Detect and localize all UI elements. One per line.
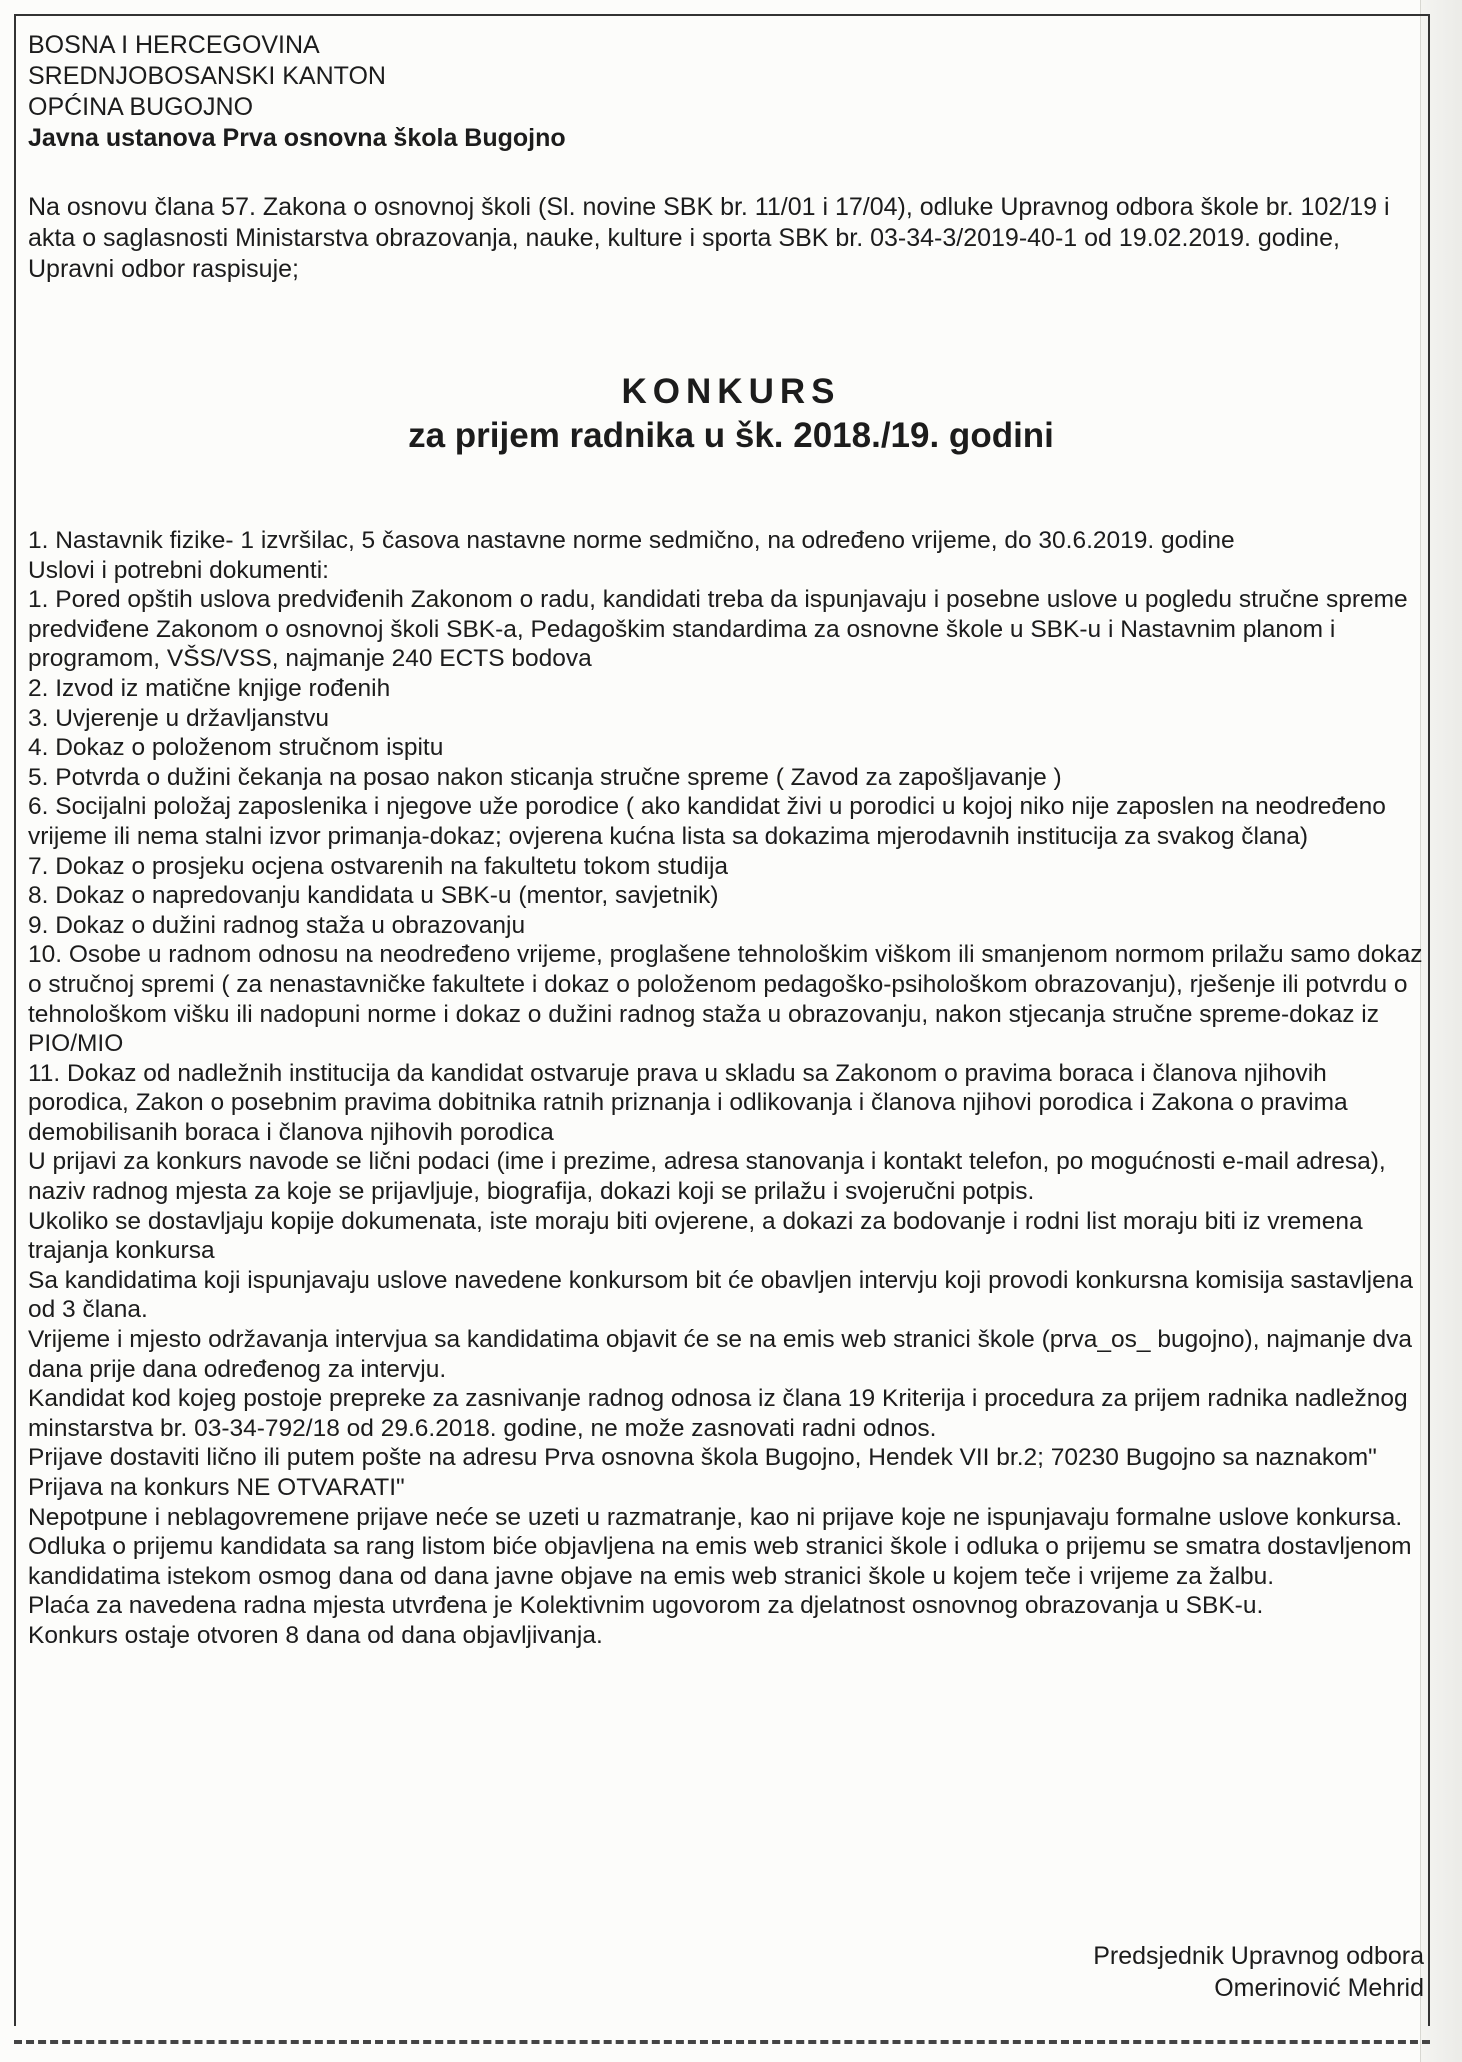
title-main: KONKURS — [621, 372, 841, 411]
body-line: Kandidat kod kojeg postoje prepreke za zasnivanje radnog odnosa iz člana 19 Kriterija i procedura za prijem radnika nadležnog minstarstva br. 03-34-792/18 od 29.6.2018. godine, ne može zasnovati radni odnos. — [28, 1385, 1408, 1442]
body-line: Odluka o prijemu kandidata sa rang listom biće objavljena na emis web stranici škole i odluka o prijemu se smatra dostavljenom kandidatima istekom osmog dana od dana javne objave na emis web stranici škole u kojem teče i vrijeme za žalbu. — [28, 1533, 1412, 1590]
body-line: Plaća za navedena radna mjesta utvrđena je Kolektivnim ugovorom za djelatnost osnovnog obrazovanja u SBK-u. — [28, 1592, 1264, 1620]
body-line: 3. Uvjerenje u državljanstvu — [28, 704, 329, 732]
body-line: 9. Dokaz o dužini radnog staža u obrazovanju — [28, 911, 526, 939]
header-school: Javna ustanova Prva osnovna škola Bugojno — [28, 124, 566, 152]
body-line: Prijave dostaviti lično ili putem pošte na adresu Prva osnovna škola Bugojno, Hendek VII br.2; 70230 Bugojno sa naznakom" Prijava na konkurs NE OTVARATI" — [28, 1444, 1377, 1501]
notice-body — [28, 526, 1424, 1651]
body-line: Sa kandidatima koji ispunjavaju uslove navedene konkursom bit će obavljen intervju koji provodi konkursna komisija sastavljena od 3 člana. — [28, 1266, 1414, 1324]
body-line: 2. Izvod iz matične knjige rođenih — [28, 674, 391, 702]
body-line: 1. Pored opštih uslova predviđenih Zakonom o radu, kandidati treba da ispunjavaju i posebne uslove u pogledu stručne spreme predviđene Zakonom o osnovnoj školi SBK-a, Pedagoškim standardima za osnovne škole u SBK-u i Nastavnim planom i programom, VŠS/VSS, najmanje 240 ECTS bodova — [28, 586, 1408, 673]
body-line: U prijavi za konkurs navode se lični podaci (ime i prezime, adresa stanovanja i kontakt telefon, po mogućnosti e-mail adresa), naziv radnog mjesta za koje se prijavljuje, biografija, dokazi koji se prilažu i svojeručni potpis. — [28, 1148, 1386, 1206]
header-country: BOSNA I HERCEGOVINA — [28, 31, 320, 59]
body-line: Ukoliko se dostavljaju kopije dokumenata, iste moraju biti ovjerene, a dokazi za bodovanje i rodni list moraju biti iz vremena trajanja konkursa — [28, 1207, 1363, 1265]
header-municipality: OPĆINA BUGOJNO — [28, 93, 254, 121]
body-line: 5. Potvrda o dužini čekanja na posao nakon sticanja stručne spreme ( Zavod za zapošljavanje ) — [28, 763, 1062, 791]
intro-paragraph: Na osnovu člana 57. Zakona o osnovnoj školi (Sl. novine SBK br. 11/01 i 17/04), odluke Upravnog odbora škole br. 102/19 i akta o saglasnosti Ministarstva obrazovanja, nauke, kulture i sporta SBK br. 03-34-3/2019-40-1 od 19.02.2019. godine, Upravni odbor raspisuje; — [28, 193, 1390, 283]
body-line: Konkurs ostaje otvoren 8 dana od dana objavljivanja. — [28, 1621, 603, 1649]
header-canton: SREDNJOBOSANSKI KANTON — [28, 62, 386, 90]
body-line: Uslovi i potrebni dokumenti: — [28, 556, 329, 584]
signature-block — [1093, 1940, 1424, 2004]
signature-name: Omerinović Mehrid — [1214, 1974, 1424, 2002]
body-line: 6. Socijalni položaj zaposlenika i njegove uže porodice ( ako kandidat živi u porodici u kojoj niko nije zaposlen na neodređeno vrijeme ili nema stalni izvor primanja-dokaz; ovjerena kućna lista sa dokazima mjerodavnih institucija za svakog člana) — [28, 793, 1386, 850]
notice-title — [0, 370, 1462, 458]
body-line: Nepotpune i neblagovremene prijave neće se uzeti u razmatranje, kao ni prijave koje ne ispunjavaju formalne uslove konkursa. — [28, 1503, 1403, 1531]
body-line: 7. Dokaz o prosjeku ocjena ostvarenih na fakultetu tokom studija — [28, 852, 729, 880]
cut-line — [14, 2040, 1430, 2044]
title-sub: za prijem radnika u šk. 2018./19. godini — [408, 416, 1054, 455]
body-line: 11. Dokaz od nadležnih institucija da kandidat ostvaruje prava u skladu sa Zakonom o pravima boraca i članova njihovih porodica, Zakon o posebnim pravima dobitnika ratnih priznanja i odlikovanja i članova njihovi porodica i Zakona o pravima demobilisanih boraca i članova njihovih porodica — [28, 1059, 1348, 1146]
signature-role: Predsjednik Upravnog odbora — [1093, 1942, 1424, 1970]
body-line: 4. Dokaz o položenom stručnom ispitu — [28, 734, 444, 762]
institution-header — [28, 30, 928, 154]
body-line: Vrijeme i mjesto održavanja intervjua sa kandidatima objavit će se na emis web stranici škole (prva_os_ bugojno), najmanje dva dana prije dana određenog za intervju. — [28, 1326, 1413, 1383]
body-line: 10. Osobe u radnom odnosu na neodređeno vrijeme, proglašene tehnološkim viškom ili smanjenom normom prilažu samo dokaz o stručnoj spremi ( za nenastavničke fakultete i dokaz o položenom pedagoško-psihološkom obrazovanju), rješenje ili potvrdu o tehnološkom višku ili nadopuni norme i dokaz o dužini radnog staža u obrazovanju, nakon stjecanja stručne spreme-dokaz iz PIO/MIO — [28, 941, 1423, 1058]
body-line: 8. Dokaz o napredovanju kandidata u SBK-u (mentor, savjetnik) — [28, 882, 719, 910]
body-line: 1. Nastavnik fizike- 1 izvršilac, 5 časova nastavne norme sedmično, na određeno vrijeme, do 30.6.2019. godine — [28, 527, 1235, 554]
